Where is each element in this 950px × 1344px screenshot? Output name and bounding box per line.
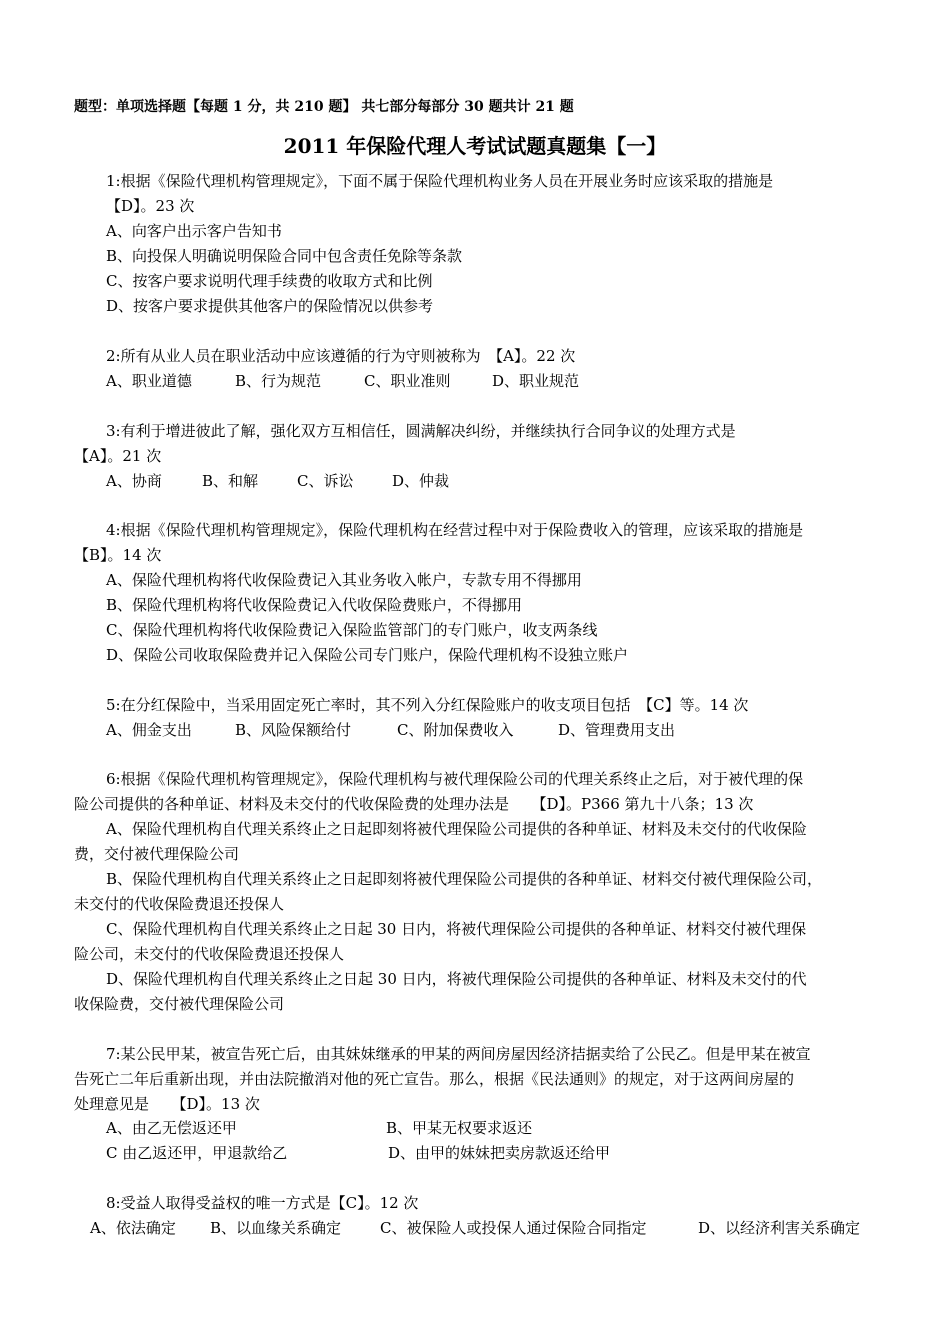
question-8-option-a: A、依法确定 — [90, 1219, 176, 1237]
question-4-option-c: C、保险代理机构将代收保险费记入保险监管部门的专门账户，收支两条线 — [106, 621, 598, 639]
question-4-text: 4:根据《保险代理机构管理规定》，保险代理机构在经营过程中对于保险费收入的管理，应该采取的措施是 — [106, 521, 804, 539]
question-3-option-d: D、仲裁 — [392, 472, 450, 490]
question-2-text: 2:所有从业人员在职业活动中应该遵循的行为守则被称为 【A】。22 次 — [106, 347, 576, 365]
question-6-option-c-cont: 险公司，未交付的代收保险费退还投保人 — [74, 945, 345, 963]
question-7-answer: 处理意见是 【D】。13 次 — [74, 1095, 260, 1113]
question-6-option-a-cont: 费，交付被代理保险公司 — [74, 845, 240, 863]
question-8-option-b: B、以血缘关系确定 — [210, 1219, 342, 1237]
question-8-option-d: D、以经济利害关系确定 — [698, 1219, 861, 1237]
question-6-option-d-cont: 收保险费，交付被代理保险公司 — [74, 995, 285, 1013]
question-8-option-c: C、被保险人或投保人通过保险合同指定 — [380, 1219, 647, 1237]
question-6-option-b-cont: 未交付的代收保险费退还投保人 — [74, 895, 285, 913]
question-2-option-d: D、职业规范 — [492, 372, 580, 390]
question-1-option-d: D、按客户要求提供其他客户的保险情况以供参考 — [106, 297, 434, 315]
question-6-option-d: D、保险代理机构自代理关系终止之日起 30 日内，将被代理保险公司提供的各种单证、材料及未交付的代 — [106, 970, 807, 988]
question-8-text: 8:受益人取得受益权的唯一方式是【C】。12 次 — [106, 1194, 419, 1212]
page-title: 2011 年保险代理人考试试题真题集【一】 — [283, 134, 667, 158]
question-5-text: 5:在分红保险中，当采用固定死亡率时，其不列入分红保险账户的收支项目包括 【C】等。14 次 — [106, 696, 749, 714]
question-4-answer: 【B】。14 次 — [74, 546, 162, 564]
question-4-option-b: B、保险代理机构将代收保险费记入代收保险费账户，不得挪用 — [106, 596, 523, 614]
question-6-option-a: A、保险代理机构自代理关系终止之日起即刻将被代理保险公司提供的各种单证、材料及未交付的代收保险 — [106, 820, 807, 838]
question-1-answer: 【D】。23 次 — [106, 197, 195, 215]
question-7-option-b: B、甲某无权要求返还 — [386, 1119, 533, 1137]
question-6-text-cont: 险公司提供的各种单证、材料及未交付的代收保险费的处理办法是 【D】。P366 第九十八条；13 次 — [74, 795, 754, 813]
question-3-text: 3:有利于增进彼此了解，强化双方互相信任，圆满解决纠纷，并继续执行合同争议的处理方式是 — [106, 422, 736, 440]
question-7-option-c: C 由乙返还甲，甲退款给乙 — [106, 1144, 288, 1162]
question-6-text: 6:根据《保险代理机构管理规定》，保险代理机构与被代理保险公司的代理关系终止之后，对于被代理的保 — [106, 770, 804, 788]
question-7-text-cont: 告死亡二年后重新出现，并由法院撤消对他的死亡宣告。那么，根据《民法通则》的规定，对于这两间房屋的 — [74, 1070, 795, 1088]
question-4-option-d: D、保险公司收取保险费并记入保险公司专门账户，保险代理机构不设独立账户 — [106, 646, 629, 664]
question-6-option-b: B、保险代理机构自代理关系终止之日起即刻将被代理保险公司提供的各种单证、材料交付被代理保险公司， — [106, 870, 823, 888]
question-2-option-a: A、职业道德 — [106, 372, 192, 390]
question-5-option-d: D、管理费用支出 — [558, 721, 676, 739]
question-1-option-c: C、按客户要求说明代理手续费的收取方式和比例 — [106, 272, 433, 290]
question-type-header: 题型：单项选择题【每题 1 分，共 210 题】 共七部分每部分 30 题共计 21 题 — [74, 99, 574, 115]
question-2-option-b: B、行为规范 — [235, 372, 322, 390]
question-3-option-b: B、和解 — [202, 472, 259, 490]
question-1-option-a: A、向客户出示客户告知书 — [106, 222, 282, 240]
question-5-option-a: A、佣金支出 — [106, 721, 192, 739]
question-6-option-c: C、保险代理机构自代理关系终止之日起 30 日内，将被代理保险公司提供的各种单证、材料交付被代理保 — [106, 920, 807, 938]
question-4-option-a: A、保险代理机构将代收保险费记入其业务收入帐户，专款专用不得挪用 — [106, 571, 582, 589]
question-7-option-a: A、由乙无偿返还甲 — [106, 1119, 237, 1137]
question-1-text: 1:根据《保险代理机构管理规定》，下面不属于保险代理机构业务人员在开展业务时应该采取的措施是 — [106, 172, 774, 190]
question-5-option-c: C、附加保费收入 — [397, 721, 514, 739]
question-5-option-b: B、风险保额给付 — [235, 721, 352, 739]
question-7-option-d: D、由甲的妹妹把卖房款返还给甲 — [388, 1144, 611, 1162]
question-7-text: 7:某公民甲某，被宣告死亡后，由其妹妹继承的甲某的两间房屋因经济拮据卖给了公民乙。但是甲某在被宣 — [106, 1045, 811, 1063]
question-1-option-b: B、向投保人明确说明保险合同中包含责任免除等条款 — [106, 247, 463, 265]
question-2-option-c: C、职业准则 — [364, 372, 451, 390]
question-3-answer: 【A】。21 次 — [74, 447, 162, 465]
question-3-option-a: A、协商 — [106, 472, 162, 490]
question-3-option-c: C、诉讼 — [297, 472, 354, 490]
